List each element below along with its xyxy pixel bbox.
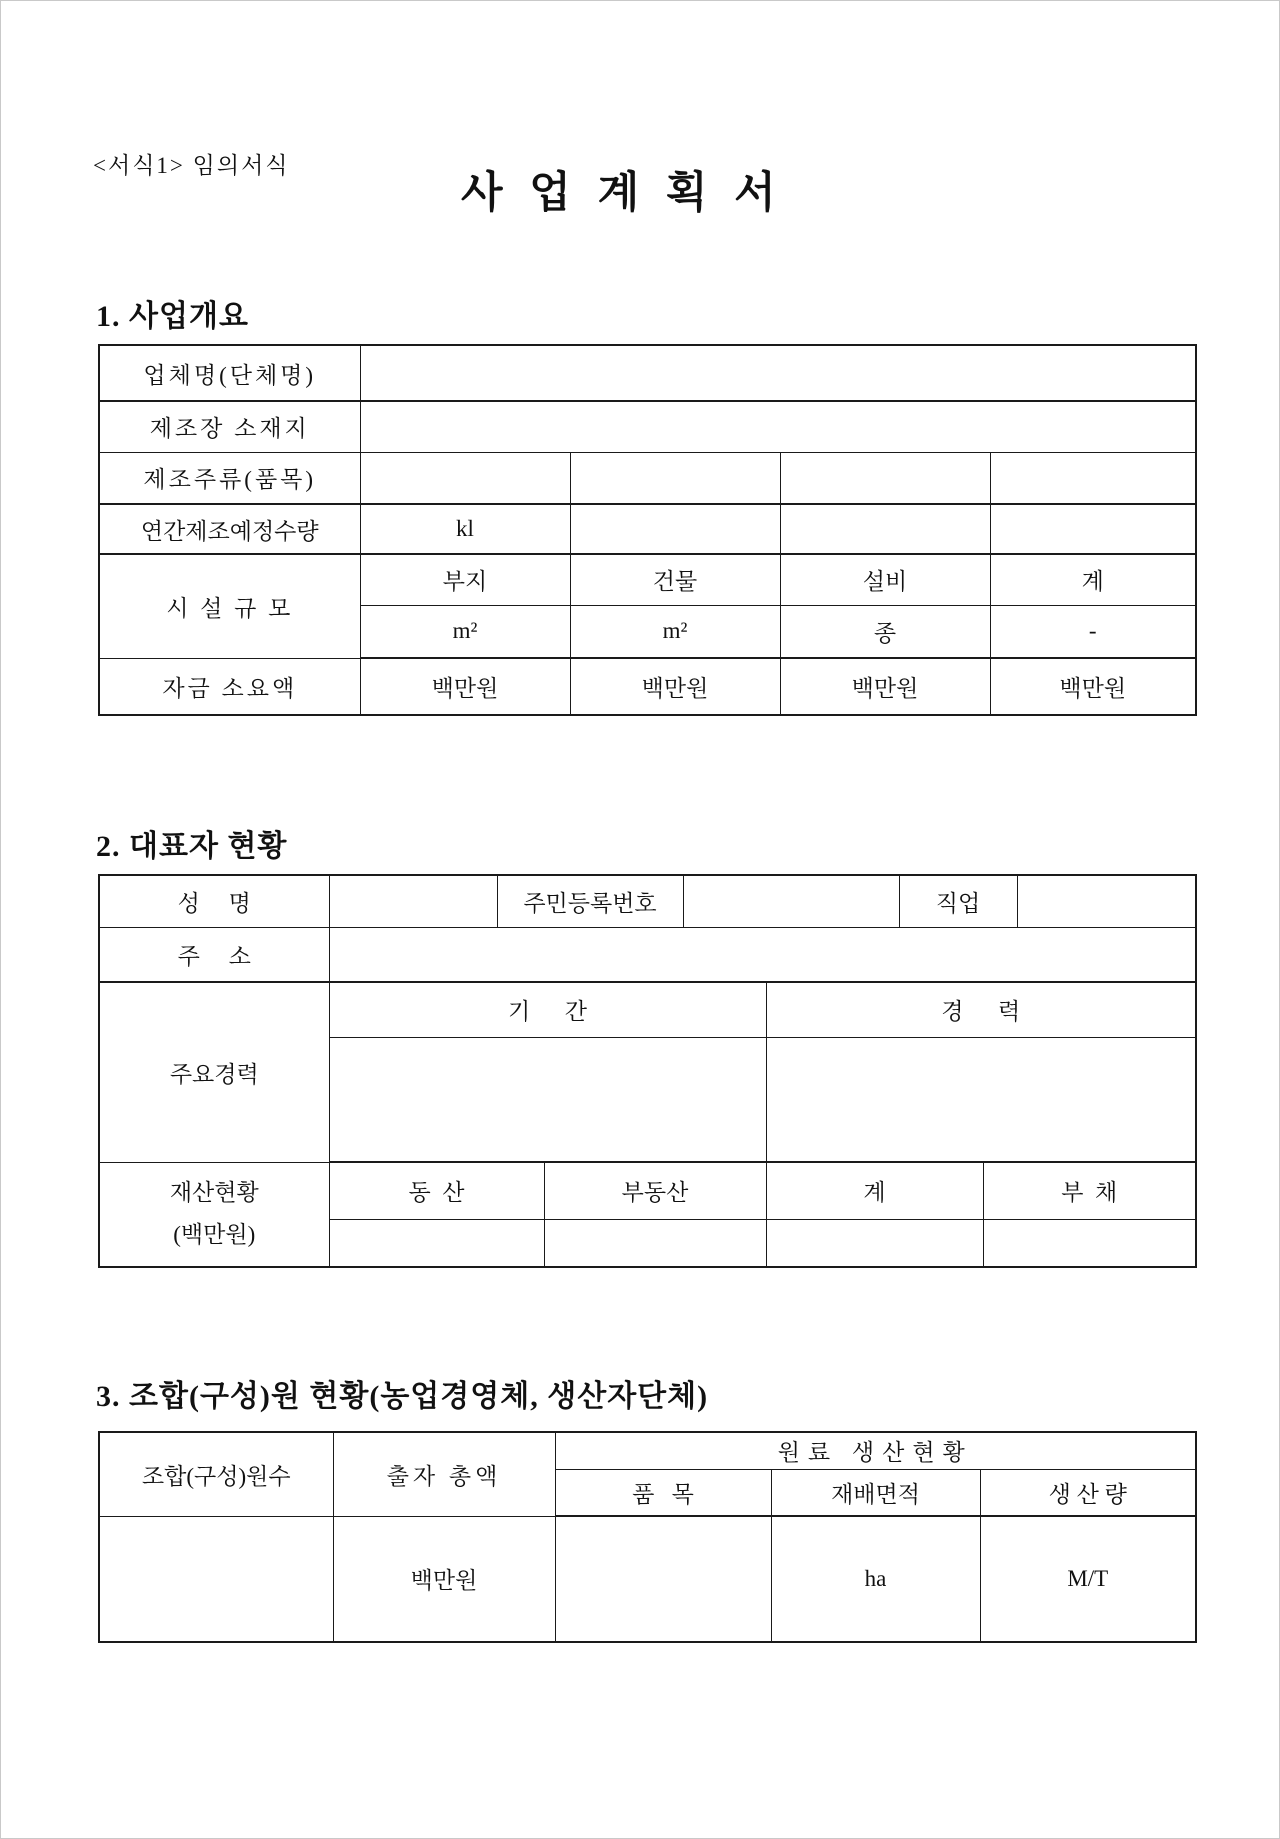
- unit-m2-building: m²: [570, 605, 780, 658]
- section3-heading: 3. 조합(구성)원 현황(농업경영체, 생산자단체): [96, 1380, 709, 1413]
- label-assets: [99, 1162, 329, 1267]
- cell-movable-assets: [329, 1219, 544, 1267]
- cell-annual-volume-4: [990, 504, 1196, 554]
- header-career: 경 력: [766, 982, 1196, 1037]
- unit-dash: -: [990, 605, 1196, 658]
- label-member-count: 조합(구성)원수: [99, 1432, 333, 1516]
- unit-milwon-total: 백만원: [990, 658, 1196, 715]
- header-site: 부지: [360, 554, 570, 605]
- label-assets-line1: 재산현황: [169, 1179, 259, 1205]
- label-occupation: 직업: [899, 875, 1017, 927]
- section1-heading: 1. 사업개요: [96, 300, 249, 333]
- cell-assets-total: [766, 1219, 983, 1267]
- header-movable-assets: 동 산: [329, 1162, 544, 1219]
- unit-m2-site: m²: [360, 605, 570, 658]
- cell-company-name: [360, 345, 1196, 401]
- header-total: 계: [990, 554, 1196, 605]
- unit-kl: kl: [360, 504, 570, 554]
- label-facility-scale: 시 설 규 모: [99, 554, 360, 658]
- label-liquor-type: 제조주류(품목): [99, 452, 360, 504]
- label-company-name: 업체명(단체명): [99, 345, 360, 401]
- unit-milwon-building: 백만원: [570, 658, 780, 715]
- members-status-table: [98, 1431, 1197, 1643]
- business-overview-table: [98, 344, 1197, 716]
- unit-milwon-site: 백만원: [360, 658, 570, 715]
- label-assets-line2: (백만원): [173, 1222, 256, 1248]
- header-item: 품 목: [555, 1469, 771, 1516]
- cell-liquor-type-4: [990, 452, 1196, 504]
- cell-annual-volume-3: [780, 504, 990, 554]
- cell-resident-no: [683, 875, 899, 927]
- cell-member-count: [99, 1516, 333, 1642]
- cell-liquor-type-3: [780, 452, 990, 504]
- cell-occupation: [1017, 875, 1196, 927]
- cell-debt: [983, 1219, 1196, 1267]
- label-annual-volume: 연간제조예정수량: [99, 504, 360, 554]
- cell-address: [329, 927, 1196, 982]
- unit-mt: M/T: [980, 1516, 1196, 1642]
- label-factory-location: 제조장 소재지: [99, 401, 360, 452]
- label-investment-total: 출자 총액: [333, 1432, 555, 1516]
- header-debt: 부 채: [983, 1162, 1196, 1219]
- unit-milwon-equipment: 백만원: [780, 658, 990, 715]
- header-assets-total: 계: [766, 1162, 983, 1219]
- label-required-funds: 자금 소요액: [99, 658, 360, 715]
- label-resident-no: 주민등록번호: [497, 875, 683, 927]
- cell-real-estate: [544, 1219, 766, 1267]
- cell-name: [329, 875, 497, 927]
- section2-heading: 2. 대표자 현황: [96, 830, 288, 863]
- cell-liquor-type-1: [360, 452, 570, 504]
- header-building: 건물: [570, 554, 780, 605]
- cell-career-detail: [766, 1037, 1196, 1162]
- label-name: 성 명: [99, 875, 329, 927]
- unit-milwon-investment: 백만원: [333, 1516, 555, 1642]
- cell-liquor-type-2: [570, 452, 780, 504]
- representative-status-table: [98, 874, 1197, 1268]
- cell-career-period: [329, 1037, 766, 1162]
- form-note: <서식1> 임의서식: [93, 153, 290, 178]
- cell-item: [555, 1516, 771, 1642]
- header-cultivation-area: 재배면적: [771, 1469, 980, 1516]
- header-real-estate: 부동산: [544, 1162, 766, 1219]
- cell-factory-location: [360, 401, 1196, 452]
- header-equipment: 설비: [780, 554, 990, 605]
- document-title: 사 업 계 획 서: [461, 170, 784, 217]
- unit-ha: ha: [771, 1516, 980, 1642]
- label-address: 주 소: [99, 927, 329, 982]
- header-raw-production: 원료 생산현황: [555, 1432, 1196, 1469]
- unit-kind: 종: [780, 605, 990, 658]
- cell-annual-volume-2: [570, 504, 780, 554]
- header-production-qty: 생 산 량: [980, 1469, 1196, 1516]
- label-main-career: 주요경력: [99, 982, 329, 1162]
- header-period: 기 간: [329, 982, 766, 1037]
